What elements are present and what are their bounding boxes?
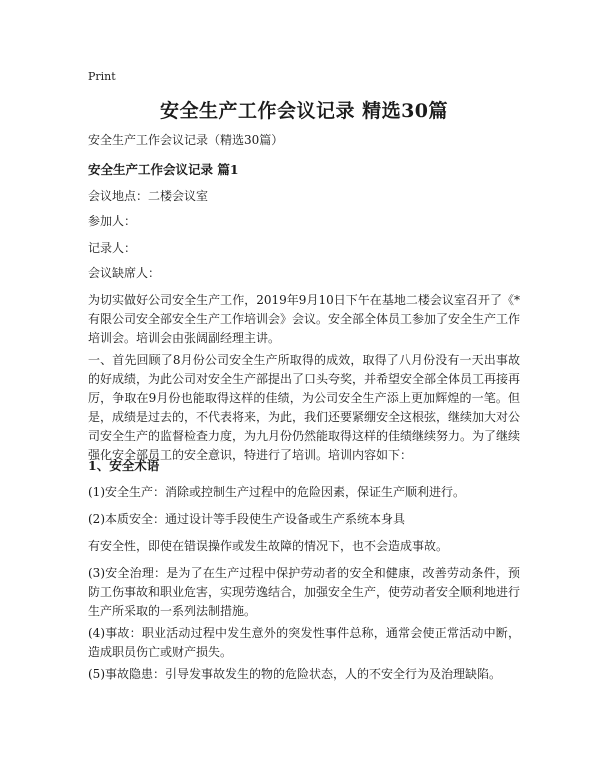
meeting-location: 会议地点：二楼会议室	[88, 189, 209, 203]
meeting-attendees: 参加人：	[88, 214, 137, 228]
print-link[interactable]: Print	[88, 70, 116, 83]
review-paragraph: 一、首先回顾了8月份公司安全生产所取得的成效，取得了八月份没有一天出事故的好成绩，为此公司对安全生产部提出了口头夸奖，并希望安全部全体员工再接再厉，争取在9月份也能取得这样的佳绩，为公司安全生产添上更加辉煌的一笔。但是，成绩是过去的，不代表将来，为此，我们还要紧绷安全这根弦，继续加大对公司安全生产的监督检查力度，为九月份仍然能取得这样的佳绩继续努力。为了继续强化安全部员工的安全意识，特进行了培训。培训内容如下：	[88, 353, 521, 462]
document-subtitle: 安全生产工作会议记录（精选30篇）	[88, 133, 284, 147]
meeting-recorder: 记录人：	[88, 241, 137, 255]
term-safety-governance: (3)安全治理：是为了在生产过程中保护劳动者的安全和健康，改善劳动条件，预防工伤事故和职业危害，实现劳逸结合，加强安全生产，使劳动者安全顺利地进行生产所采取的一系列法制措施。	[88, 566, 521, 618]
term-intrinsic-safety-cont: 有安全性，即使在错误操作或发生故障的情况下，也不会造成事故。	[88, 539, 449, 553]
intro-paragraph: 为切实做好公司安全生产工作，2019年9月10日下午在基地二楼会议室召开了《*有限公司安全部安全生产工作培训会》会议。安全部全体员工参加了安全生产工作培训会。培训会由张阔副经理主讲。	[88, 293, 521, 345]
term-safety-production: (1)安全生产：消除或控制生产过程中的危险因素，保证生产顺利进行。	[88, 485, 466, 499]
section-heading: 安全生产工作会议记录 篇1	[88, 162, 239, 177]
term-intrinsic-safety: (2)本质安全：通过设计等手段使生产设备或生产系统本身具	[88, 512, 406, 526]
term-accident: (4)事故：职业活动过程中发生意外的突发性事件总称，通常会使正常活动中断，造成职员伤亡或财产损失。	[88, 626, 520, 659]
term-hazard: (5)事故隐患：引导发事故发生的物的危险状态，人的不安全行为及治理缺陷。	[88, 667, 502, 681]
meeting-absent: 会议缺席人：	[88, 266, 161, 280]
document-title: 安全生产工作会议记录 精选30篇	[159, 100, 449, 122]
terms-heading: 1、安全术语	[88, 458, 160, 473]
